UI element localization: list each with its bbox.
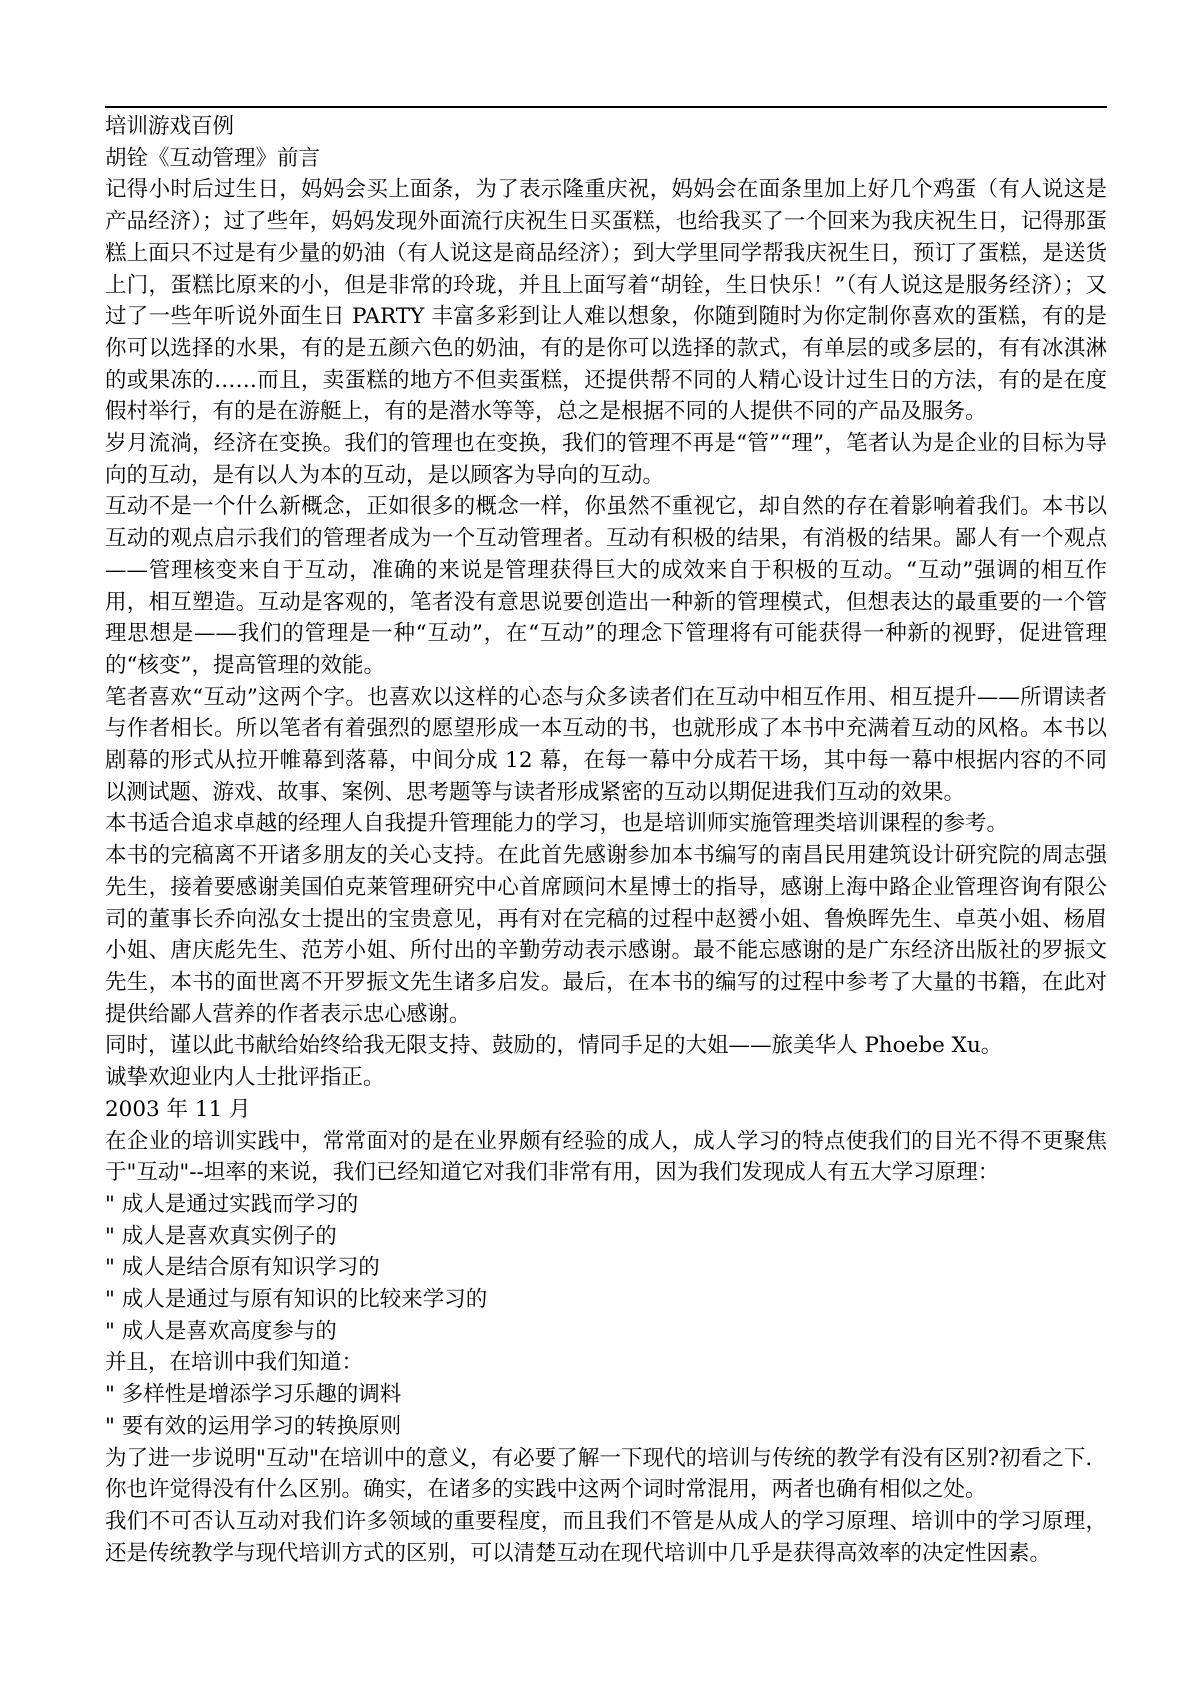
paragraph: 并且，在培训中我们知道： — [105, 1350, 364, 1376]
document-subtitle: 胡铨《互动管理》前言 — [105, 145, 321, 171]
paragraph: 记得小时后过生日，妈妈会买上面条，为了表示隆重庆祝，妈妈会在面条里加上好几个鸡蛋（有人说这是产品经济）；过了些年，妈妈发现外面流行庆祝生日买蛋糕，也给我买了一个回来为我庆祝生日，记得那蛋糕上面只不过是有少量的奶油（有人说这是商品经济）；到大学里同学帮我庆祝生日，预订了蛋糕，是送货上门，蛋糕比原来的小，但是非常的玲珑，并且上面写着“胡铨，生日快乐！”（有人说这是服务经济）；又过了一些年听说外面生日 PARTY 丰富多彩到让人难以想象，你随到随时为你定制你喜欢的蛋糕，有的是你可以选择的水果，有的是五颜六色的奶油，有的是你可以选择的款式，有单层的或多层的，有有冰淇淋的或果冻的……而且，卖蛋糕的地方不但卖蛋糕，还提供帮不同的人精心设计过生日的方法，有的是在度假村举行，有的是在游艇上，有的是潜水等等，总之是根据不同的人提供不同的产品及服务。 — [105, 177, 1107, 425]
paragraph: 笔者喜欢“互动”这两个字。也喜欢以这样的心态与众多读者们在互动中相互作用、相互提升——所谓读者与作者相长。所以笔者有着强烈的愿望形成一本互动的书，也就形成了本书中充满着互动的风格。本书以剧幕的形式从拉开帷幕到落幕，中间分成 12 幕，在每一幕中分成若干场，其中每一幕中根据内容的不同以测试题、游戏、故事、案例、思考题等与读者形成紧密的互动以期促进我们互动的效果。 — [105, 684, 1107, 805]
list-item: " 成人是通过与原有知识的比较来学习的 — [105, 1287, 488, 1313]
paragraph: 我们不可否认互动对我们许多领域的重要程度，而且我们不管是从成人的学习原理、培训中的学习原理，还是传统教学与现代培训方式的区别，可以清楚互动在现代培训中几乎是获得高效率的决定性因素。 — [105, 1508, 1107, 1566]
paragraph: 同时，谨以此书献给始终给我无限支持、鼓励的，情同手足的大姐——旅美华人 Phoebe Xu。 — [105, 1033, 1003, 1059]
document-body — [105, 111, 1107, 1569]
list-item: " 成人是结合原有知识学习的 — [105, 1255, 380, 1281]
paragraph: 岁月流淌，经济在变换。我们的管理也在变换，我们的管理不再是“管”“理”，笔者认为是企业的目标为导向的互动，是有以人为本的互动，是以顾客为导向的互动。 — [105, 431, 1107, 488]
header-rule — [105, 106, 1107, 108]
list-item: " 成人是通过实践而学习的 — [105, 1191, 359, 1217]
paragraph: 诚挚欢迎业内人士批评指正。 — [105, 1065, 385, 1091]
paragraph: 本书适合追求卓越的经理人自我提升管理能力的学习，也是培训师实施管理类培训课程的参考。 — [105, 811, 1009, 837]
paragraph: 本书的完稿离不开诸多朋友的关心支持。在此首先感谢参加本书编写的南昌民用建筑设计研究院的周志强先生，接着要感谢美国伯克莱管理研究中心首席顾问木星博士的指导，感谢上海中路企业管理咨询有限公司的董事长乔向泓女士提出的宝贵意见，再有对在完稿的过程中赵赟小姐、鲁焕晖先生、卓英小姐、杨眉小姐、唐庆彪先生、范芳小姐、所付出的辛勤劳动表示感谢。最不能忘感谢的是广东经济出版社的罗振文先生，本书的面世离不开罗振文先生诸多启发。最后，在本书的编写的过程中参考了大量的书籍，在此对提供给鄙人营养的作者表示忠心感谢。 — [105, 843, 1107, 1027]
list-item: " 要有效的运用学习的转换原则 — [105, 1413, 402, 1439]
paragraph: 为了进一步说明"互动"在培训中的意义，有必要了解一下现代的培训与传统的教学有没有区别?初看之下．你也许觉得没有什么区别。确实，在诸多的实践中这两个词时常混用，两者也确有相似之处。 — [105, 1445, 1107, 1503]
paragraph: 在企业的培训实践中，常常面对的是在业界颇有经验的成人，成人学习的特点使我们的目光不得不更聚焦于"互动"--坦率的来说，我们已经知道它对我们非常有用，因为我们发现成人有五大学习原理： — [105, 1128, 1107, 1186]
document-title: 培训游戏百例 — [105, 114, 235, 139]
paragraph: 互动不是一个什么新概念，正如很多的概念一样，你虽然不重视它，却自然的存在着影响着我们。本书以互动的观点启示我们的管理者成为一个互动管理者。互动有积极的结果，有消极的结果。鄙人有一个观点——管理核变来自于互动，准确的来说是管理获得巨大的成效来自于积极的互动。“互动”强调的相互作用，相互塑造。互动是客观的，笔者没有意思说要创造出一种新的管理模式，但想表达的最重要的一个管理思想是——我们的管理是一种“互动”，在“互动”的理念下管理将有可能获得一种新的视野，促进管理的“核变”，提高管理的效能。 — [105, 494, 1107, 678]
list-item: " 成人是喜欢真实例子的 — [105, 1223, 337, 1249]
list-item: " 成人是喜欢高度参与的 — [105, 1318, 337, 1344]
date-line: 2003 年 11 月 — [105, 1096, 251, 1122]
list-item: " 多样性是增添学习乐趣的调料 — [105, 1382, 402, 1408]
